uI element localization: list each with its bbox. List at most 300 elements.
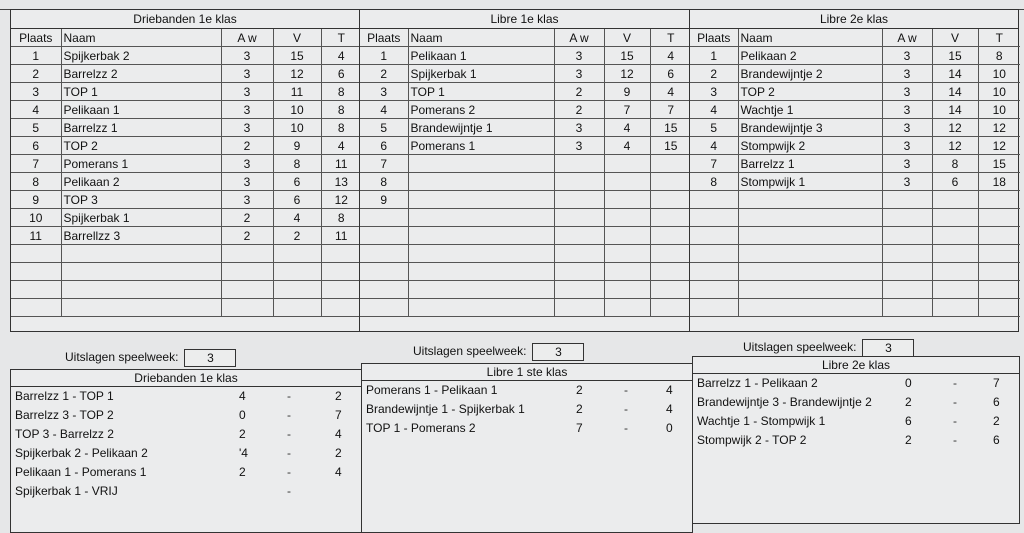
rank-cell: 5 xyxy=(360,119,408,137)
score-home: 0 xyxy=(905,376,912,390)
name-cell xyxy=(738,191,882,209)
table-row xyxy=(360,191,691,209)
score-separator: - xyxy=(624,421,628,435)
score-home: 6 xyxy=(905,414,912,428)
aw-cell: 3 xyxy=(554,47,604,65)
rank-cell xyxy=(360,227,408,245)
v-cell: 12 xyxy=(932,137,978,155)
table-row xyxy=(360,173,691,191)
results-libre-2e-klas xyxy=(692,356,1020,524)
results-title: Libre 1 ste klas xyxy=(362,364,692,381)
score-home: 2 xyxy=(576,402,583,416)
name-cell xyxy=(738,263,882,281)
aw-cell xyxy=(882,299,932,317)
t-cell: 15 xyxy=(650,119,691,137)
score-separator: - xyxy=(287,484,291,498)
aw-cell xyxy=(554,299,604,317)
aw-cell: 3 xyxy=(882,65,932,83)
v-cell: 6 xyxy=(273,173,321,191)
table-row xyxy=(360,65,691,83)
v-cell xyxy=(604,245,650,263)
t-cell xyxy=(978,245,1020,263)
week-number-box: 3 xyxy=(184,349,236,367)
result-row xyxy=(11,425,361,444)
name-cell xyxy=(408,245,554,263)
t-cell: 4 xyxy=(650,47,691,65)
name-cell: Wachtje 1 xyxy=(738,101,882,119)
name-cell: Stompwijk 2 xyxy=(738,137,882,155)
v-cell: 9 xyxy=(604,83,650,101)
v-cell: 9 xyxy=(273,137,321,155)
v-cell: 4 xyxy=(604,137,650,155)
aw-cell: 3 xyxy=(221,101,273,119)
aw-cell: 3 xyxy=(221,155,273,173)
table-row xyxy=(11,173,361,191)
score-away: 6 xyxy=(993,395,1000,409)
table-row xyxy=(360,83,691,101)
table-row xyxy=(690,137,1020,155)
rank-cell: 4 xyxy=(690,101,738,119)
t-cell: 6 xyxy=(650,65,691,83)
match-label: TOP 1 - Pomerans 2 xyxy=(366,421,476,435)
rank-cell xyxy=(360,281,408,299)
table-row xyxy=(11,101,361,119)
table-row xyxy=(11,299,361,317)
result-row xyxy=(693,393,1019,412)
rank-cell xyxy=(360,209,408,227)
t-cell xyxy=(650,299,691,317)
results-title: Driebanden 1e klas xyxy=(11,370,361,387)
week-number-box: 3 xyxy=(532,343,584,361)
v-cell: 4 xyxy=(604,119,650,137)
match-label: Barrelzz 1 - Pelikaan 2 xyxy=(697,376,818,390)
name-cell: Pelikaan 1 xyxy=(408,47,554,65)
rank-cell xyxy=(690,263,738,281)
score-home: '4 xyxy=(239,446,248,460)
rank-cell: 6 xyxy=(11,137,61,155)
name-cell xyxy=(738,227,882,245)
name-cell: Brandewijntje 2 xyxy=(738,65,882,83)
aw-cell xyxy=(882,209,932,227)
rank-cell: 1 xyxy=(360,47,408,65)
name-cell: Pomerans 1 xyxy=(408,137,554,155)
table-row xyxy=(690,209,1020,227)
t-cell: 11 xyxy=(321,227,361,245)
aw-cell: 3 xyxy=(221,173,273,191)
name-cell xyxy=(738,281,882,299)
standings-table xyxy=(11,29,361,317)
aw-cell: 3 xyxy=(221,83,273,101)
result-row xyxy=(693,374,1019,393)
rank-cell: 3 xyxy=(690,83,738,101)
v-cell: 4 xyxy=(273,209,321,227)
aw-cell: 3 xyxy=(221,119,273,137)
result-row xyxy=(362,381,692,400)
name-cell xyxy=(61,281,221,299)
score-home: 2 xyxy=(239,465,246,479)
result-row xyxy=(11,406,361,425)
v-cell xyxy=(604,173,650,191)
name-cell: TOP 1 xyxy=(61,83,221,101)
column-header: A w xyxy=(882,29,932,47)
aw-cell: 2 xyxy=(554,101,604,119)
table-row xyxy=(11,65,361,83)
v-cell xyxy=(604,191,650,209)
t-cell: 12 xyxy=(321,191,361,209)
table-row xyxy=(690,65,1020,83)
week-indicator-libre-2e xyxy=(743,338,914,356)
table-row xyxy=(11,209,361,227)
table-row xyxy=(360,155,691,173)
match-label: Brandewijntje 1 - Spijkerbak 1 xyxy=(366,402,525,416)
v-cell: 10 xyxy=(273,119,321,137)
t-cell: 15 xyxy=(978,155,1020,173)
score-separator: - xyxy=(953,414,957,428)
v-cell xyxy=(932,263,978,281)
t-cell: 4 xyxy=(321,47,361,65)
t-cell: 4 xyxy=(650,83,691,101)
score-home: 2 xyxy=(905,395,912,409)
aw-cell: 2 xyxy=(554,83,604,101)
table-row xyxy=(11,263,361,281)
v-cell: 14 xyxy=(932,65,978,83)
aw-cell xyxy=(882,191,932,209)
result-row xyxy=(362,400,692,419)
rank-cell: 1 xyxy=(690,47,738,65)
name-cell: Spijkerbak 1 xyxy=(408,65,554,83)
table-row xyxy=(360,101,691,119)
v-cell xyxy=(273,263,321,281)
name-cell: Barrelzz 1 xyxy=(738,155,882,173)
v-cell xyxy=(604,209,650,227)
aw-cell xyxy=(221,245,273,263)
t-cell xyxy=(978,263,1020,281)
v-cell xyxy=(604,299,650,317)
aw-cell xyxy=(882,263,932,281)
t-cell xyxy=(978,191,1020,209)
aw-cell: 3 xyxy=(554,119,604,137)
aw-cell xyxy=(554,227,604,245)
result-row xyxy=(11,463,361,482)
rank-cell xyxy=(11,299,61,317)
score-away: 0 xyxy=(666,421,673,435)
week-indicator-libre-1e xyxy=(413,342,584,360)
aw-cell xyxy=(882,281,932,299)
v-cell: 12 xyxy=(604,65,650,83)
aw-cell: 2 xyxy=(221,227,273,245)
aw-cell: 3 xyxy=(882,155,932,173)
rank-cell: 6 xyxy=(360,137,408,155)
name-cell: Spijkerbak 2 xyxy=(61,47,221,65)
rank-cell: 5 xyxy=(11,119,61,137)
score-separator: - xyxy=(624,383,628,397)
t-cell: 12 xyxy=(978,119,1020,137)
match-label: Spijkerbak 2 - Pelikaan 2 xyxy=(15,446,148,460)
score-away: 4 xyxy=(335,465,342,479)
name-cell: Barrelzz 1 xyxy=(61,119,221,137)
column-header: Plaats xyxy=(360,29,408,47)
score-home: 7 xyxy=(576,421,583,435)
table-row xyxy=(690,227,1020,245)
aw-cell: 3 xyxy=(221,191,273,209)
table-row xyxy=(11,227,361,245)
t-cell xyxy=(650,263,691,281)
v-cell xyxy=(273,281,321,299)
name-cell: Pelikaan 1 xyxy=(61,101,221,119)
score-away: 2 xyxy=(335,446,342,460)
score-home: 0 xyxy=(239,408,246,422)
v-cell: 12 xyxy=(273,65,321,83)
match-label: Pelikaan 1 - Pomerans 1 xyxy=(15,465,147,479)
t-cell: 7 xyxy=(650,101,691,119)
t-cell xyxy=(978,209,1020,227)
v-cell: 6 xyxy=(273,191,321,209)
t-cell: 6 xyxy=(321,65,361,83)
rank-cell xyxy=(690,227,738,245)
table-row xyxy=(360,119,691,137)
rank-cell: 2 xyxy=(360,65,408,83)
score-separator: - xyxy=(953,395,957,409)
score-away: 4 xyxy=(666,383,673,397)
score-separator: - xyxy=(287,408,291,422)
t-cell xyxy=(978,281,1020,299)
rank-cell xyxy=(690,245,738,263)
table-row xyxy=(690,47,1020,65)
v-cell: 12 xyxy=(932,119,978,137)
t-cell xyxy=(321,299,361,317)
v-cell xyxy=(273,245,321,263)
t-cell: 10 xyxy=(978,83,1020,101)
aw-cell xyxy=(554,245,604,263)
column-header: T xyxy=(321,29,361,47)
score-away: 2 xyxy=(993,414,1000,428)
table-row xyxy=(360,137,691,155)
aw-cell: 3 xyxy=(882,137,932,155)
name-cell: Pelikaan 2 xyxy=(61,173,221,191)
aw-cell: 3 xyxy=(882,119,932,137)
rank-cell xyxy=(360,263,408,281)
name-cell: Spijkerbak 1 xyxy=(61,209,221,227)
table-row xyxy=(11,191,361,209)
t-cell: 4 xyxy=(321,137,361,155)
result-row xyxy=(362,419,692,438)
name-cell: Stompwijk 1 xyxy=(738,173,882,191)
t-cell: 15 xyxy=(650,137,691,155)
table-row xyxy=(360,209,691,227)
aw-cell xyxy=(221,299,273,317)
rank-cell: 7 xyxy=(11,155,61,173)
aw-cell: 3 xyxy=(882,101,932,119)
v-cell xyxy=(604,263,650,281)
result-row xyxy=(693,431,1019,450)
rank-cell xyxy=(690,299,738,317)
name-cell xyxy=(408,155,554,173)
name-cell: TOP 1 xyxy=(408,83,554,101)
name-cell xyxy=(738,245,882,263)
aw-cell xyxy=(221,263,273,281)
name-cell xyxy=(408,281,554,299)
aw-cell: 3 xyxy=(882,47,932,65)
name-cell: Pelikaan 2 xyxy=(738,47,882,65)
match-label: Wachtje 1 - Stompwijk 1 xyxy=(697,414,826,428)
table-row xyxy=(690,83,1020,101)
rank-cell xyxy=(360,299,408,317)
t-cell xyxy=(650,191,691,209)
name-cell xyxy=(738,299,882,317)
rank-cell: 3 xyxy=(360,83,408,101)
v-cell: 7 xyxy=(604,101,650,119)
table-row xyxy=(690,101,1020,119)
name-cell xyxy=(408,299,554,317)
v-cell xyxy=(604,227,650,245)
score-away: 7 xyxy=(993,376,1000,390)
table-row xyxy=(11,83,361,101)
table-row xyxy=(690,155,1020,173)
v-cell: 8 xyxy=(932,155,978,173)
match-label: TOP 3 - Barrelzz 2 xyxy=(15,427,114,441)
t-cell xyxy=(321,245,361,263)
score-home: 2 xyxy=(905,433,912,447)
table-row xyxy=(11,245,361,263)
rank-cell: 9 xyxy=(360,191,408,209)
score-separator: - xyxy=(953,433,957,447)
rank-cell: 8 xyxy=(690,173,738,191)
v-cell: 6 xyxy=(932,173,978,191)
result-row xyxy=(693,412,1019,431)
week-number-box: 3 xyxy=(862,339,914,357)
rank-cell: 4 xyxy=(11,101,61,119)
aw-cell xyxy=(554,281,604,299)
aw-cell: 3 xyxy=(554,65,604,83)
name-cell: Barrelzz 2 xyxy=(61,65,221,83)
aw-cell: 3 xyxy=(221,65,273,83)
table-row xyxy=(11,47,361,65)
t-cell: 8 xyxy=(321,119,361,137)
v-cell: 14 xyxy=(932,83,978,101)
name-cell: Pomerans 2 xyxy=(408,101,554,119)
t-cell xyxy=(650,281,691,299)
aw-cell xyxy=(554,263,604,281)
t-cell xyxy=(650,173,691,191)
aw-cell: 3 xyxy=(554,137,604,155)
table-row xyxy=(690,191,1020,209)
score-home: 2 xyxy=(576,383,583,397)
v-cell: 11 xyxy=(273,83,321,101)
v-cell: 15 xyxy=(604,47,650,65)
standings-table xyxy=(690,29,1020,317)
column-header: T xyxy=(978,29,1020,47)
rank-cell xyxy=(690,209,738,227)
rank-cell: 7 xyxy=(690,155,738,173)
results-driebanden-1e-klas xyxy=(10,369,362,533)
name-cell: Brandewijntje 3 xyxy=(738,119,882,137)
rank-cell: 4 xyxy=(690,137,738,155)
v-cell xyxy=(932,281,978,299)
table-row xyxy=(690,281,1020,299)
score-home: 4 xyxy=(239,389,246,403)
t-cell: 8 xyxy=(978,47,1020,65)
table-row xyxy=(360,281,691,299)
aw-cell: 2 xyxy=(221,209,273,227)
name-cell xyxy=(738,209,882,227)
v-cell: 15 xyxy=(932,47,978,65)
week-indicator-driebanden xyxy=(65,348,236,366)
t-cell xyxy=(321,263,361,281)
rank-cell: 4 xyxy=(360,101,408,119)
t-cell xyxy=(321,281,361,299)
v-cell: 15 xyxy=(273,47,321,65)
match-label: Pomerans 1 - Pelikaan 1 xyxy=(366,383,498,397)
standings-table xyxy=(360,29,691,317)
table-row xyxy=(11,137,361,155)
t-cell: 10 xyxy=(978,65,1020,83)
name-cell: TOP 2 xyxy=(738,83,882,101)
name-cell xyxy=(408,263,554,281)
rank-cell xyxy=(11,245,61,263)
match-label: Brandewijntje 3 - Brandewijntje 2 xyxy=(697,395,872,409)
standings-driebanden-1e-klas xyxy=(10,9,360,332)
column-header: Plaats xyxy=(690,29,738,47)
match-label: Spijkerbak 1 - VRIJ xyxy=(15,484,118,498)
results-title: Libre 2e klas xyxy=(693,357,1019,374)
table-title: Libre 1e klas xyxy=(360,10,689,29)
t-cell xyxy=(650,155,691,173)
column-header: Plaats xyxy=(11,29,61,47)
aw-cell xyxy=(882,245,932,263)
aw-cell xyxy=(554,191,604,209)
t-cell: 12 xyxy=(978,137,1020,155)
score-separator: - xyxy=(287,427,291,441)
v-cell xyxy=(932,227,978,245)
results-libre-1-ste-klas xyxy=(361,363,693,533)
match-label: Barrelzz 3 - TOP 2 xyxy=(15,408,114,422)
score-separator: - xyxy=(953,376,957,390)
standings-libre-2e-klas xyxy=(689,9,1019,332)
table-row xyxy=(360,263,691,281)
v-cell xyxy=(604,281,650,299)
rank-cell: 10 xyxy=(11,209,61,227)
aw-cell xyxy=(554,173,604,191)
column-header: T xyxy=(650,29,691,47)
name-cell xyxy=(61,299,221,317)
table-title: Libre 2e klas xyxy=(690,10,1018,29)
table-row xyxy=(360,47,691,65)
week-label: Uitslagen speelweek: xyxy=(65,350,179,364)
week-label: Uitslagen speelweek: xyxy=(413,344,527,358)
table-title: Driebanden 1e klas xyxy=(11,10,359,29)
name-cell xyxy=(61,263,221,281)
score-separator: - xyxy=(287,465,291,479)
table-row xyxy=(690,263,1020,281)
rank-cell xyxy=(690,281,738,299)
column-header: V xyxy=(604,29,650,47)
t-cell: 10 xyxy=(978,101,1020,119)
column-header: A w xyxy=(554,29,604,47)
score-separator: - xyxy=(287,389,291,403)
v-cell xyxy=(932,299,978,317)
v-cell xyxy=(932,191,978,209)
aw-cell xyxy=(554,209,604,227)
v-cell: 14 xyxy=(932,101,978,119)
column-header: Naam xyxy=(408,29,554,47)
score-separator: - xyxy=(624,402,628,416)
result-row xyxy=(11,387,361,406)
score-away: 2 xyxy=(335,389,342,403)
rank-cell: 9 xyxy=(11,191,61,209)
table-row xyxy=(360,245,691,263)
table-row xyxy=(690,245,1020,263)
match-label: Barrelzz 1 - TOP 1 xyxy=(15,389,114,403)
